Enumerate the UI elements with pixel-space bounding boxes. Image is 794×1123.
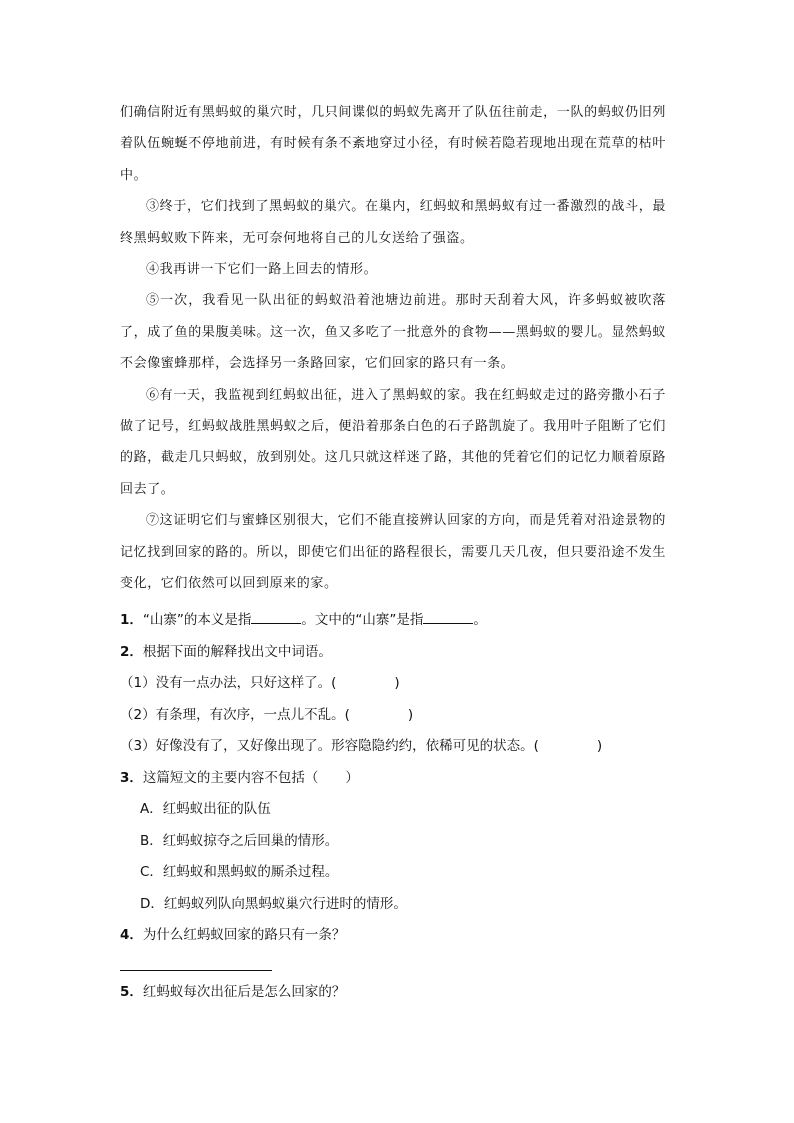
paragraph-5: ⑤一次，我看见一队出征的蚂蚁沿着池塘边前进。那时天刮着大风，许多蚂蚁被吹落了，成了鱼的果腹美味。这一次，鱼又多吃了一批意外的食物——黑蚂蚁的婴儿。显然蚂蚁不会像蜜蜂那样，会选择另一条路回家，它们回家的路只有一条。 [120,293,666,372]
question-2 [120,637,680,669]
option-a[interactable]: A．红蚂蚁出征的队伍 [140,801,271,817]
sub-question-text: （2）有条理，有次序，一点儿不乱。( [120,706,350,723]
question-text: 。 [473,612,487,628]
closing-paren: ) [394,675,400,691]
question-2-item-3 [120,731,680,763]
question-text: 根据下面的解释找出文中词语。 [142,643,332,660]
answer-blank[interactable] [251,611,301,624]
question-2-item-1 [120,668,680,700]
question-number: 3． [120,769,143,786]
paragraph-6: ⑥有一天，我监视到红蚂蚁出征，进入了黑蚂蚁的家。我在红蚂蚁走过的路旁撒小石子做了记号，红蚂蚁战胜黑蚂蚁之后，便沿着那条白色的石子路凯旋了。我用叶子阻断了它们的路，截走几只蚂蚁，放到别处。这几只就这样迷了路，其他的凭着它们的记忆力顺着原路回去了。 [120,387,666,497]
answer-line[interactable] [120,952,272,971]
question-3 [120,763,680,795]
reading-passage [120,97,666,600]
question-1 [120,605,680,637]
question-text: 。文中的“山寨”是指 [301,612,424,628]
question-number: 4． [120,927,143,943]
answer-blank[interactable] [423,611,473,624]
paragraph-2-continued: 们确信附近有黑蚂蚁的巢穴时，几只间谍似的蚂蚁先离开了队伍往前走，一队的蚂蚁仍旧列着队伍蜿蜒不停地前进，有时候有条不紊地穿过小径，有时候若隐若现地出现在荒草的枯叶中。 [120,105,666,183]
question-5 [120,977,680,1009]
paragraph-4: ④我再讲一下它们一路上回去的情形。 [146,262,378,278]
paragraph-3: ③终于，它们找到了黑蚂蚁的巢穴。在巢内，红蚂蚁和黑蚂蚁有过一番激烈的战斗，最终黑蚂蚁败下阵来，无可奈何地将自己的儿女送给了强盗。 [120,199,666,246]
question-number: 2． [120,643,143,660]
question-text: 这篇短文的主要内容不包括（ ） [142,769,359,786]
question-number: 5． [120,983,143,1000]
option-d[interactable]: D．红蚂蚁列队向黑蚂蚁巢穴行进时的情形。 [140,895,407,912]
option-c[interactable]: C．红蚂蚁和黑蚂蚁的厮杀过程。 [140,864,339,880]
sub-question-text: （1）没有一点办法，只好这样了。( [120,675,337,691]
paragraph-7: ⑦这证明它们与蜜蜂区别很大，它们不能直接辨认回家的方向，而是凭着对沿途景物的记忆找到回家的路的。所以，即使它们出征的路程很长，需要几天几夜，但只要沿途不发生变化，它们依然可以回到原来的家。 [120,513,666,592]
question-number: 1． [120,612,143,628]
question-section [120,605,680,1008]
closing-paren: ) [407,706,414,723]
question-4 [120,920,680,952]
question-text: 红蚂蚁每次出征后是怎么回家的？ [142,983,346,1000]
question-text: 为什么红蚂蚁回家的路只有一条？ [142,927,346,943]
option-b[interactable]: B．红蚂蚁掠夺之后回巢的情形。 [140,832,339,849]
question-text: “山寨”的本义是指 [142,612,252,628]
sub-question-text: （3）好像没有了，又好像出现了。形容隐隐约约，依稀可见的状态。( [120,738,539,754]
question-2-item-2 [120,700,680,732]
closing-paren: ) [596,738,603,754]
